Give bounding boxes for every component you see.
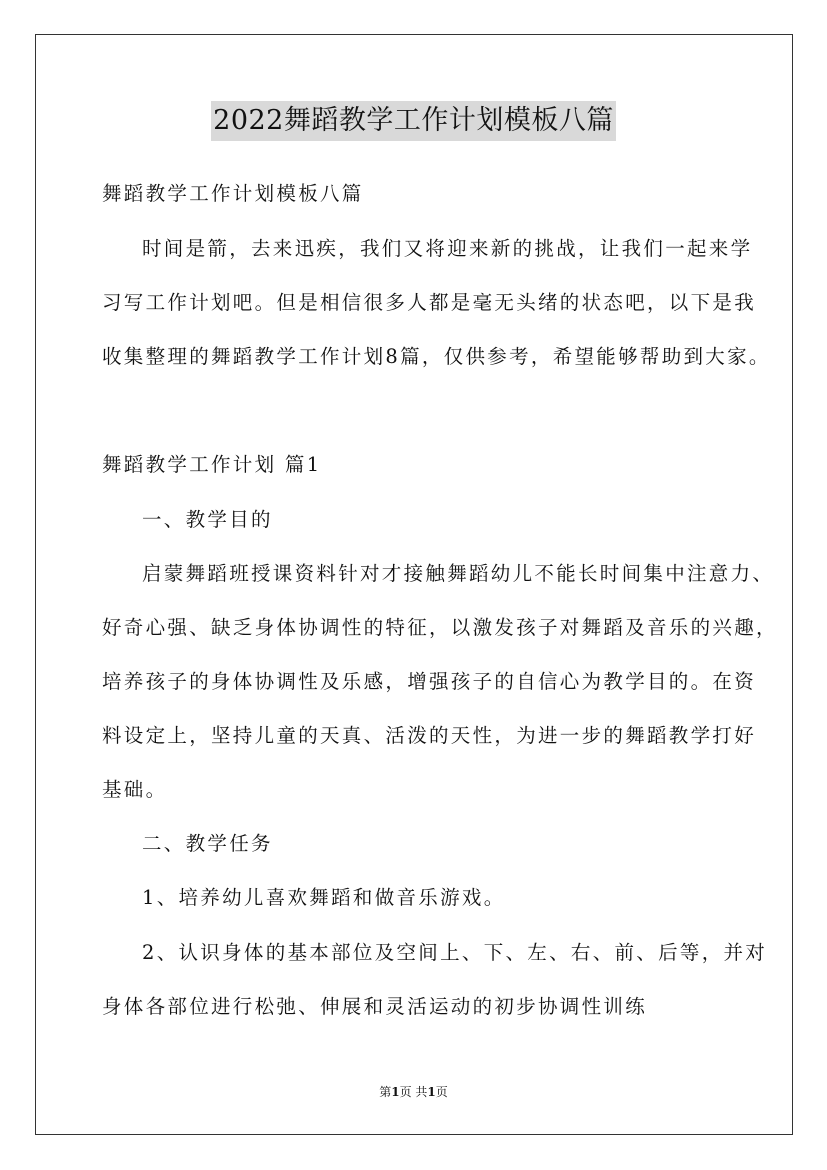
heading-teaching-purpose: 一、教学目的 xyxy=(142,508,273,531)
document-title: 2022舞蹈教学工作计划模板八篇 xyxy=(211,101,616,141)
footer-prefix: 第 xyxy=(379,1085,392,1099)
task-item-1: 1、培养幼儿喜欢舞蹈和做音乐游戏。 xyxy=(142,886,506,909)
footer-suffix: 页 xyxy=(435,1085,448,1099)
title-container xyxy=(0,101,827,141)
paragraph-line-2: 好奇心强、缺乏身体协调性的特征，以激发孩子对舞蹈及音乐的兴趣， xyxy=(102,616,778,639)
footer-page-number: 1 xyxy=(391,1085,400,1099)
intro-line-2: 习写工作计划吧。但是相信很多人都是毫无头绪的状态吧，以下是我 xyxy=(102,291,757,314)
intro-line-1: 时间是箭，去来迅疾，我们又将迎来新的挑战，让我们一起来学 xyxy=(142,237,753,260)
paragraph-line-5: 基础。 xyxy=(102,778,168,801)
intro-line-3: 收集整理的舞蹈教学工作计划8篇，仅供参考，希望能够帮助到大家。 xyxy=(102,345,771,368)
paragraph-line-3: 培养孩子的身体协调性及乐感，增强孩子的自信心为教学目的。在资 xyxy=(102,670,757,693)
heading-teaching-tasks: 二、教学任务 xyxy=(142,832,273,855)
task-item-2-line-1: 2、认识身体的基本部位及空间上、下、左、右、前、后等，并对 xyxy=(142,941,768,964)
document-subtitle: 舞蹈教学工作计划模板八篇 xyxy=(102,182,364,205)
footer-mid: 页 共 xyxy=(399,1085,428,1099)
task-item-2-line-2: 身体各部位进行松弛、伸展和灵活运动的初步协调性训练 xyxy=(102,995,648,1018)
paragraph-line-4: 料设定上，坚持儿童的天真、活泼的天性，为进一步的舞蹈教学打好 xyxy=(102,724,757,747)
section-title: 舞蹈教学工作计划 篇1 xyxy=(102,453,322,476)
footer-page-total: 1 xyxy=(427,1085,436,1099)
page-footer xyxy=(0,1084,827,1100)
paragraph-line-1: 启蒙舞蹈班授课资料针对才接触舞蹈幼儿不能长时间集中注意力、 xyxy=(142,562,775,585)
